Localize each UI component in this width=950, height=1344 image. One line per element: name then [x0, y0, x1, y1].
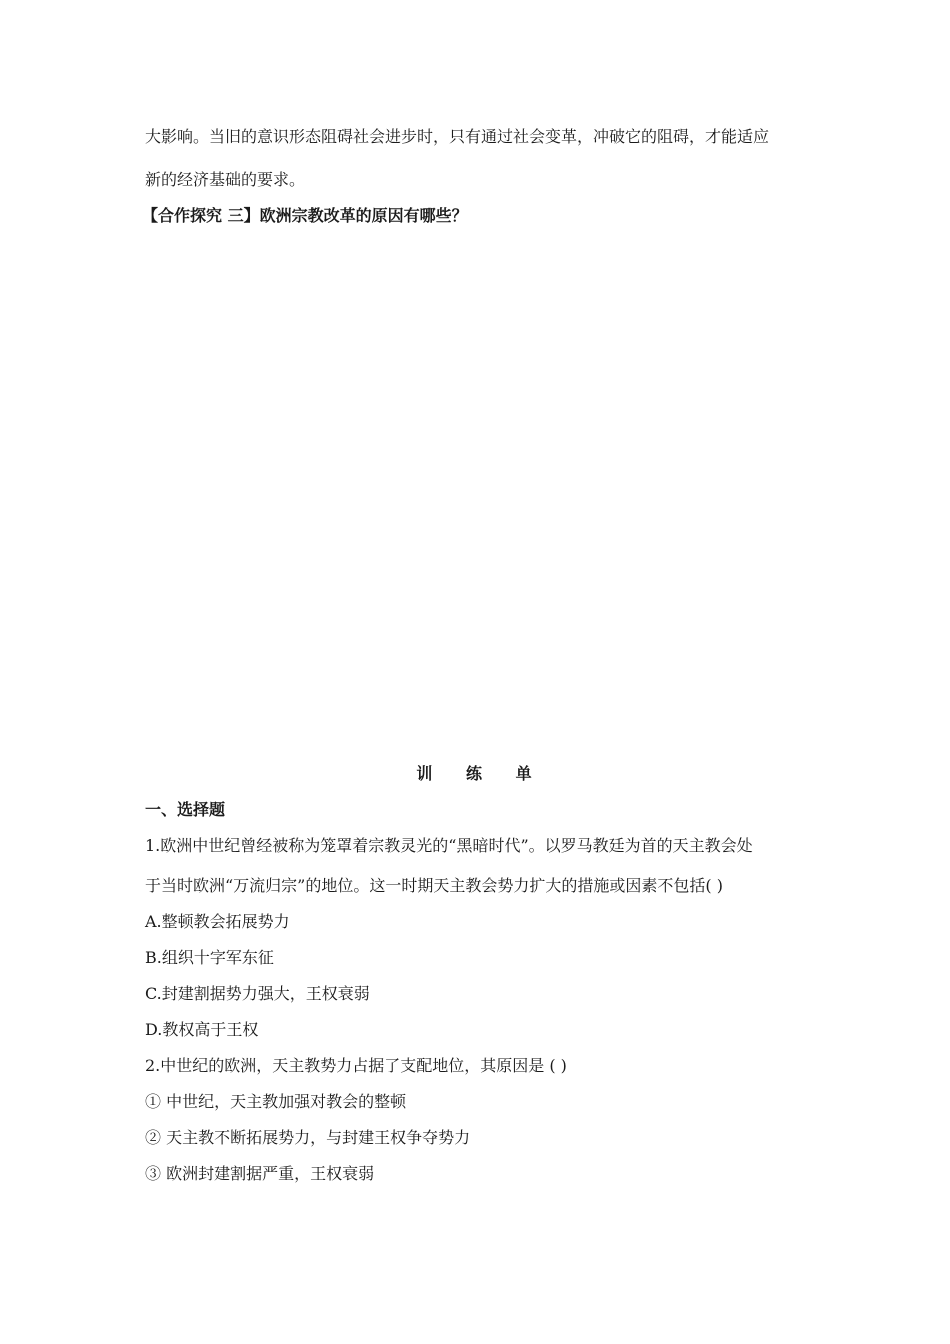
question-1-line-1: 1.欧洲中世纪曾经被称为笼罩着宗教灵光的“黑暗时代”。以罗马教廷为首的天主教会处: [145, 836, 753, 855]
training-sheet-title: [0, 764, 950, 784]
question-1-option-c: C.封建割据势力强大，王权衰弱: [145, 984, 370, 1003]
title-char-2: 练: [465, 764, 484, 783]
title-char-3: 单: [515, 764, 534, 783]
paragraph-line-2: 新的经济基础的要求。: [145, 170, 306, 189]
answer-blank-area: [145, 240, 805, 740]
question-2-line-1: 2.中世纪的欧洲，天主教势力占据了支配地位，其原因是 ( ): [145, 1056, 567, 1075]
question-1-line-2: 于当时欧洲“万流归宗”的地位。这一时期天主教会势力扩大的措施或因素不包括( ): [145, 876, 723, 895]
cooperation-heading: 【合作探究 三】欧洲宗教改革的原因有哪些？: [142, 206, 468, 225]
question-2-statement-2: ② 天主教不断拓展势力，与封建王权争夺势力: [145, 1128, 471, 1147]
question-1-option-b: B.组织十字军东征: [145, 948, 274, 967]
paragraph-line-1: 大影响。当旧的意识形态阻碍社会进步时，只有通过社会变革，冲破它的阻碍，才能适应: [145, 127, 770, 146]
question-1-option-d: D.教权高于王权: [145, 1020, 259, 1039]
question-2-statement-3: ③ 欧洲封建割据严重，王权衰弱: [145, 1164, 375, 1183]
title-char-1: 训: [416, 764, 435, 783]
question-1-option-a: A.整顿教会拓展势力: [145, 912, 290, 931]
question-2-statement-1: ① 中世纪，天主教加强对教会的整顿: [145, 1092, 407, 1111]
section-heading: 一、选择题: [145, 800, 226, 819]
